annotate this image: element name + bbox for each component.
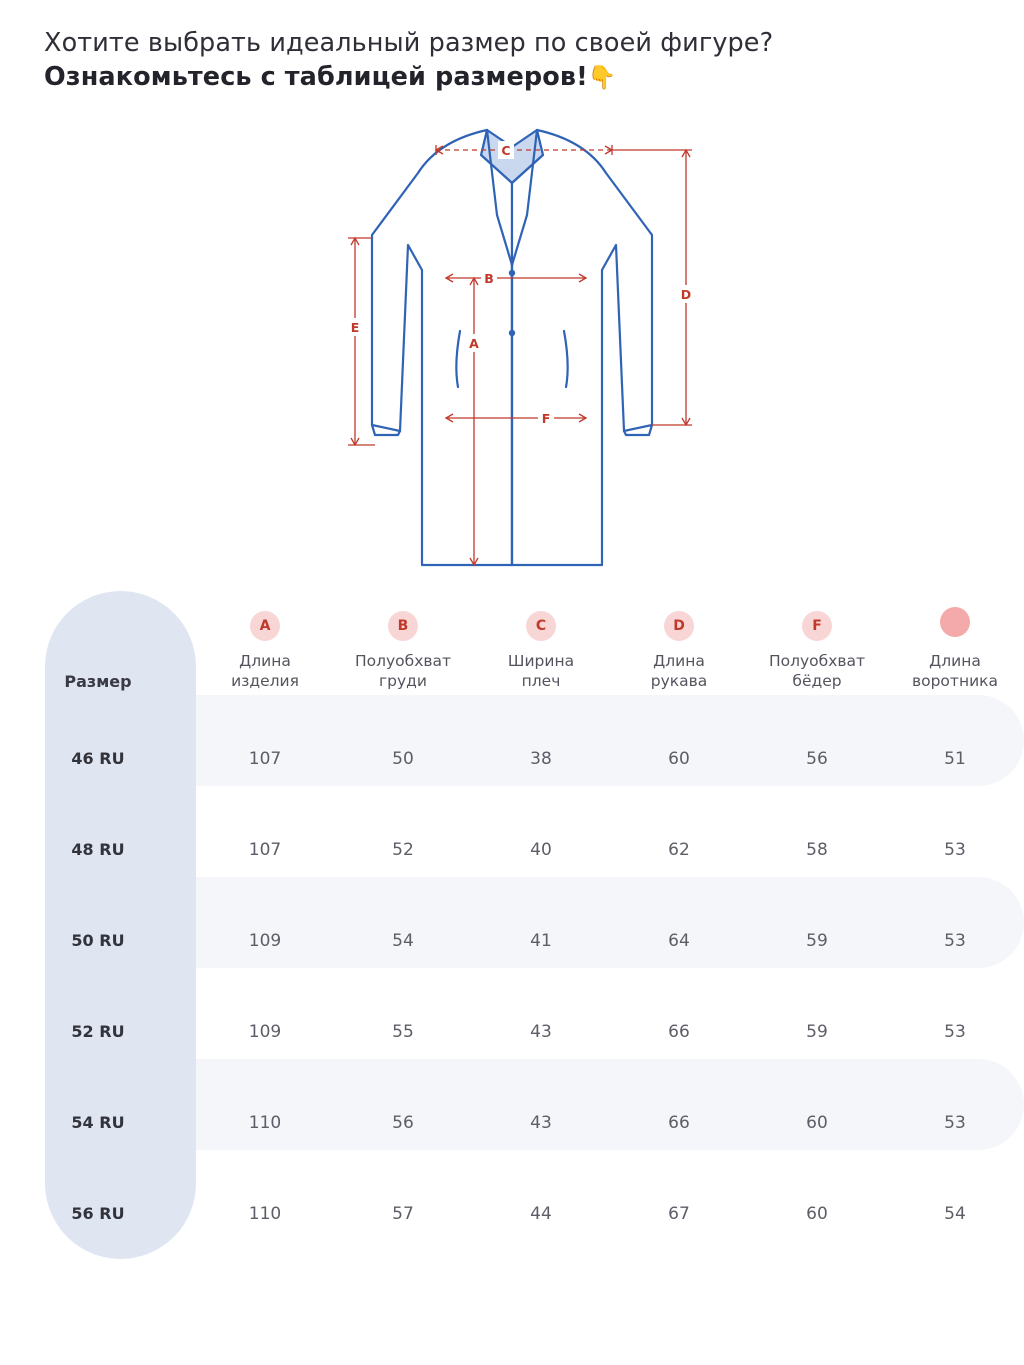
cell-a: 109 [248, 1021, 282, 1042]
cell-c: 43 [530, 1021, 552, 1042]
badge-d-icon: D [664, 611, 694, 641]
cell-c: 38 [530, 748, 552, 769]
table-row [0, 1077, 1024, 1168]
size-table-wrapper [0, 591, 1024, 1259]
cell-a: 110 [248, 1112, 282, 1133]
cell-d: 66 [668, 1112, 690, 1133]
cell-d: 66 [668, 1021, 690, 1042]
cell-d: 64 [668, 930, 690, 951]
marker-d-label: D [680, 287, 692, 302]
cell-c: 41 [530, 930, 552, 951]
cell-a: 107 [248, 748, 282, 769]
header-a-line1: Длина [239, 652, 291, 670]
cell-b: 57 [392, 1203, 414, 1224]
header-column-a [196, 591, 334, 713]
marker-c-label: C [501, 143, 511, 158]
cell-c: 43 [530, 1112, 552, 1133]
cell-d: 67 [668, 1203, 690, 1224]
header-column-collar [886, 591, 1024, 713]
cell-a: 109 [248, 930, 282, 951]
cell-f: 60 [806, 1203, 828, 1224]
cell-f: 59 [806, 1021, 828, 1042]
cell-collar: 53 [944, 1021, 966, 1042]
cell-b: 55 [392, 1021, 414, 1042]
header-column-d [610, 591, 748, 713]
cell-a: 110 [248, 1203, 282, 1224]
header-b-line1: Полуобхват [354, 652, 452, 670]
header-c-line2: плеч [521, 672, 561, 690]
badge-a-icon: A [250, 611, 280, 641]
header-d-line1: Длина [653, 652, 705, 670]
cell-collar: 53 [944, 1112, 966, 1133]
cell-f: 59 [806, 930, 828, 951]
marker-f-label: F [541, 411, 551, 426]
cell-d: 60 [668, 748, 690, 769]
header-d-line2: рукава [650, 672, 708, 690]
table-row [0, 1168, 1024, 1259]
table-header-row [0, 591, 1024, 713]
cell-f: 58 [806, 839, 828, 860]
heading-line-2 [44, 60, 984, 95]
header-c-line1: Ширина [507, 652, 575, 670]
cell-c: 40 [530, 839, 552, 860]
badge-f-icon: F [802, 611, 832, 641]
row-size-label: 48 RU [71, 840, 125, 859]
cell-collar: 53 [944, 839, 966, 860]
cell-collar: 53 [944, 930, 966, 951]
row-size-label: 56 RU [71, 1204, 125, 1223]
marker-e-label: E [350, 320, 360, 335]
coat-measurement-diagram [0, 95, 1024, 585]
header-size-label: Размер [64, 672, 132, 691]
cell-b: 54 [392, 930, 414, 951]
table-row [0, 986, 1024, 1077]
heading-line-1: Хотите выбрать идеальный размер по своей фигуре? [44, 28, 774, 58]
heading-line-2-text: Ознакомьтесь с таблицей размеров! [44, 62, 588, 92]
header-size-column [0, 591, 196, 713]
badge-b-icon: B [388, 611, 418, 641]
header-column-c [472, 591, 610, 713]
header-a-line2: изделия [231, 672, 299, 690]
pointing-down-icon: 👇 [587, 65, 617, 91]
cell-f: 60 [806, 1112, 828, 1133]
badge-c-icon: C [526, 611, 556, 641]
row-size-label: 54 RU [71, 1113, 125, 1132]
cell-b: 52 [392, 839, 414, 860]
cell-d: 62 [668, 839, 690, 860]
cell-b: 50 [392, 748, 414, 769]
header-column-f [748, 591, 886, 713]
badge-collar-icon [940, 607, 970, 637]
row-size-label: 46 RU [71, 749, 125, 768]
header-f-line1: Полуобхват [768, 652, 866, 670]
header-collar-line2: воротника [911, 672, 999, 690]
marker-b-label: B [484, 271, 494, 286]
cell-collar: 51 [944, 748, 966, 769]
cell-a: 107 [248, 839, 282, 860]
marker-a-label: A [469, 336, 479, 351]
cell-c: 44 [530, 1203, 552, 1224]
cell-b: 56 [392, 1112, 414, 1133]
header-collar-line1: Длина [929, 652, 981, 670]
cell-f: 56 [806, 748, 828, 769]
row-size-label: 52 RU [71, 1022, 125, 1041]
page-heading [0, 0, 1024, 95]
cell-collar: 54 [944, 1203, 966, 1224]
table-row [0, 713, 1024, 804]
size-table [0, 591, 1024, 1259]
row-size-label: 50 RU [71, 931, 125, 950]
table-row [0, 895, 1024, 986]
header-b-line2: груди [379, 672, 427, 690]
header-f-line2: бёдер [792, 672, 842, 690]
header-column-b [334, 591, 472, 713]
table-row [0, 804, 1024, 895]
